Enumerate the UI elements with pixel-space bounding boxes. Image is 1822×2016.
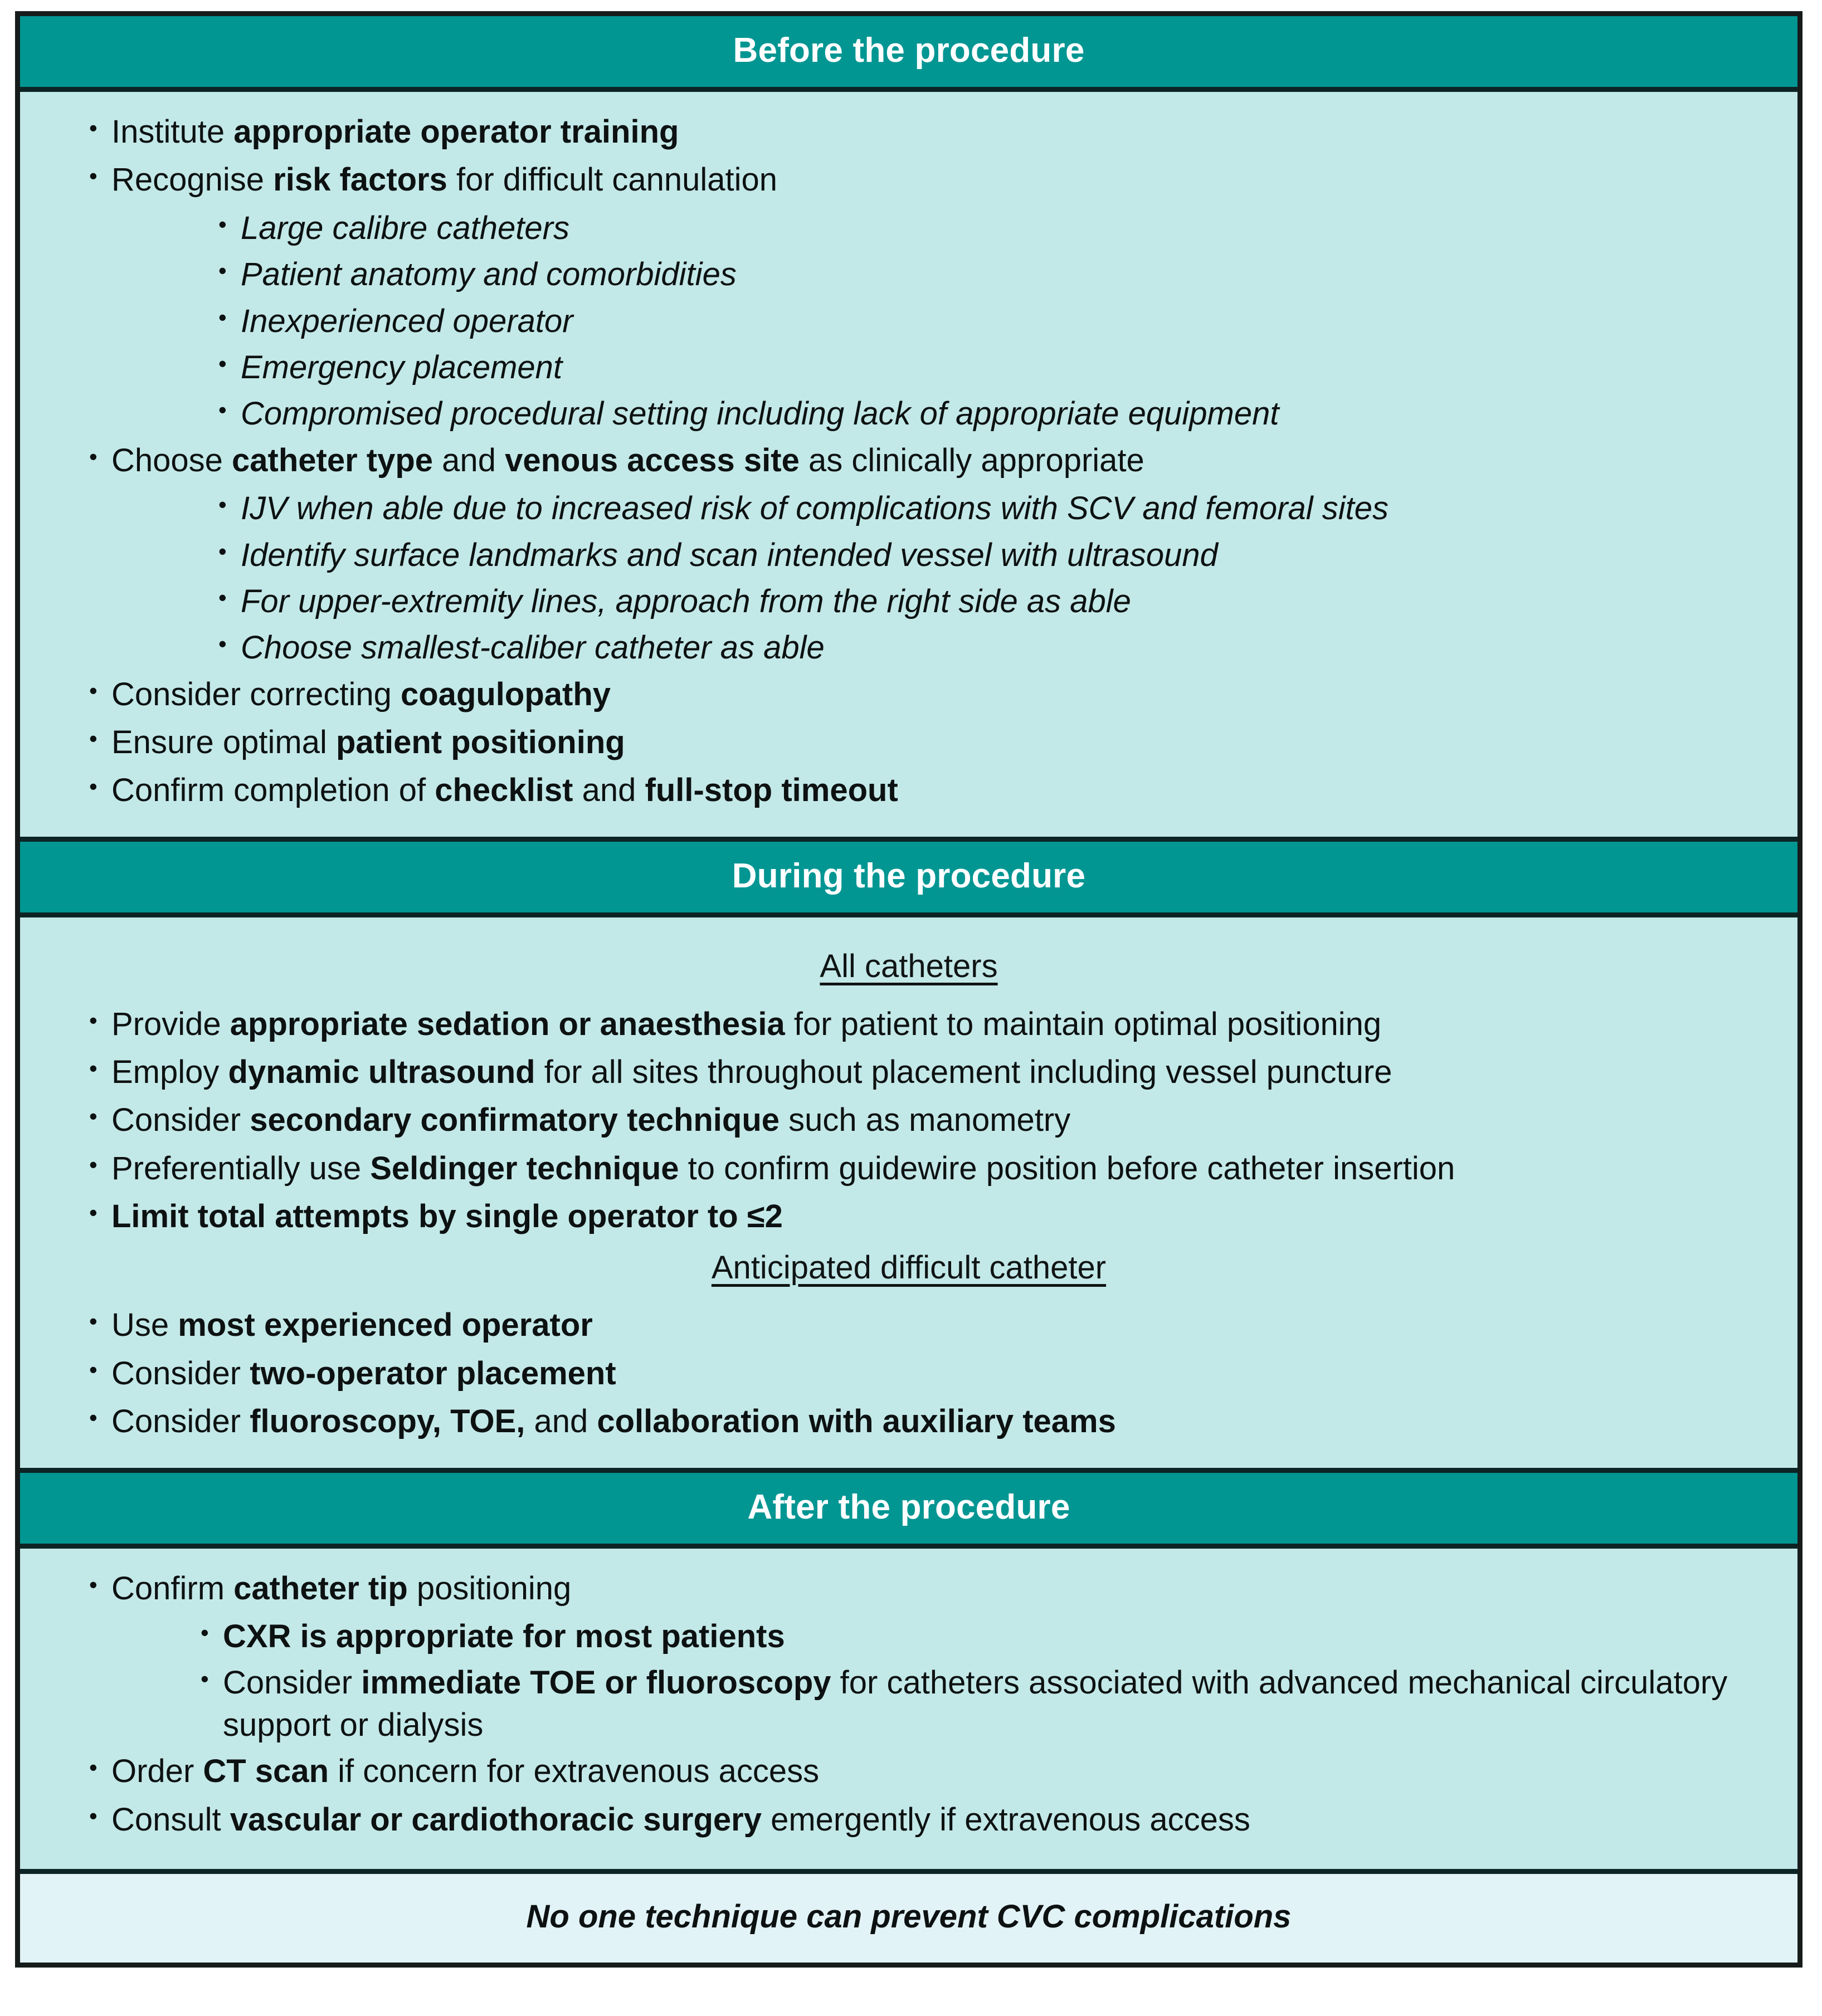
section-header-1: During the procedure (20, 837, 1797, 917)
bullet-item: • Consider secondary confirmatory technique such as manometry (86, 1099, 1781, 1141)
bullet-item: • Choose catheter type and venous access site as clinically appropriate (86, 440, 1781, 481)
bullet-item: • Order CT scan if concern for extravenous access (86, 1750, 1781, 1792)
section-body-2 (20, 1549, 1797, 1869)
sub-bullet-item: • IJV when able due to increased risk of complications with SCV and femoral sites (215, 487, 1781, 529)
bullet-item: • Recognise risk factors for difficult cannulation (86, 159, 1781, 201)
bullet-item: • Limit total attempts by single operator to ≤2 (86, 1195, 1781, 1237)
bullet-list-0-0 (86, 111, 1781, 812)
sub-bullet-item: • Emergency placement (215, 346, 1781, 388)
subsection-title-1-0: All catheters (820, 948, 998, 984)
sub-bullet-item: • CXR is appropriate for most patients (197, 1615, 1781, 1657)
sub-bullet-item: • Identify surface landmarks and scan intended vessel with ultrasound (215, 534, 1781, 576)
bullet-list-2-0 (86, 1568, 1781, 1841)
sub-bullet-list (197, 1615, 1781, 1746)
bullet-list-1-0 (86, 1003, 1781, 1238)
bullet-item: • Preferentially use Seldinger technique to confirm guidewire position before catheter insertion (86, 1148, 1781, 1189)
bullet-item: • Institute appropriate operator training (86, 111, 1781, 153)
bullet-item: • Confirm catheter tip positioning (86, 1568, 1781, 1609)
sub-bullet-item: • Compromised procedural setting including lack of appropriate equipment (215, 393, 1781, 435)
bullet-item: • Employ dynamic ultrasound for all sites throughout placement including vessel puncture (86, 1051, 1781, 1093)
bullet-item: • Use most experienced operator (86, 1304, 1781, 1346)
bullet-item: • Ensure optimal patient positioning (86, 721, 1781, 763)
sub-bullet-item: • Patient anatomy and comorbidities (215, 253, 1781, 295)
sub-bullet-item: • Consider immediate TOE or fluoroscopy for catheters associated with advanced mechanical circulatory support or dialysis (197, 1662, 1781, 1746)
subsection-title-1-1: Anticipated difficult catheter (711, 1249, 1107, 1286)
cvc-checklist-figure (15, 11, 1802, 1968)
bullet-item: • Confirm completion of checklist and full-stop timeout (86, 769, 1781, 811)
sub-bullet-list (215, 207, 1781, 435)
sub-bullet-item: • Choose smallest-caliber catheter as able (215, 627, 1781, 668)
section-header-2: After the procedure (20, 1468, 1797, 1549)
bullet-item: • Provide appropriate sedation or anaesthesia for patient to maintain optimal positioning (86, 1003, 1781, 1045)
sub-bullet-list (215, 487, 1781, 669)
section-header-0: Before the procedure (20, 16, 1797, 92)
bullet-item: • Consider fluoroscopy, TOE, and collaboration with auxiliary teams (86, 1400, 1781, 1442)
bullet-list-1-1 (86, 1304, 1781, 1442)
sub-bullet-item: • Inexperienced operator (215, 300, 1781, 342)
bullet-item: • Consult vascular or cardiothoracic surgery emergently if extravenous access (86, 1799, 1781, 1841)
sub-bullet-item: • For upper-extremity lines, approach from the right side as able (215, 580, 1781, 622)
bullet-item: • Consider two-operator placement (86, 1353, 1781, 1394)
figure-footnote: No one technique can prevent CVC complications (20, 1869, 1797, 1963)
section-body-1 (20, 917, 1797, 1468)
section-body-0 (20, 92, 1797, 837)
sub-bullet-item: • Large calibre catheters (215, 207, 1781, 249)
bullet-item: • Consider correcting coagulopathy (86, 673, 1781, 715)
